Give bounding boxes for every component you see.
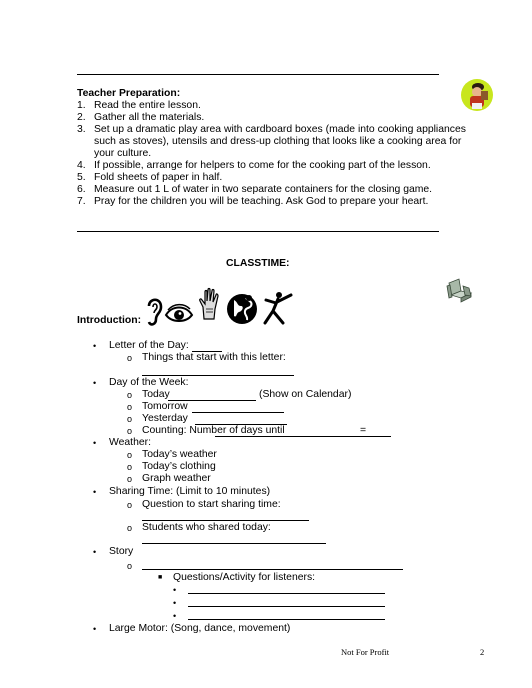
- letter-things-blank[interactable]: [142, 375, 294, 376]
- prep-item-text: Read the entire lesson.: [94, 100, 201, 111]
- listener-activity-blank[interactable]: [188, 606, 385, 607]
- circle-marker: o: [127, 561, 133, 571]
- letter-things-label: Things that start with this letter:: [142, 352, 286, 363]
- prep-item-number: 5.: [77, 172, 86, 183]
- circle-marker: o: [127, 353, 133, 363]
- prep-item-text: your culture.: [94, 148, 152, 159]
- prep-item-text: Fold sheets of paper in half.: [94, 172, 223, 183]
- prep-item-text: Gather all the materials.: [94, 112, 205, 123]
- story-blank[interactable]: [142, 569, 403, 570]
- prep-item-text: Pray for the children you will be teaching. Ask God to prepare your heart.: [94, 196, 429, 207]
- tomorrow-label: Tomorrow: [142, 401, 188, 412]
- prep-item-number: 2.: [77, 112, 86, 123]
- bullet-marker: •: [173, 611, 177, 621]
- stretching-person-icon: [259, 290, 295, 326]
- circle-marker: o: [127, 474, 133, 484]
- students-shared-blank[interactable]: [142, 543, 326, 544]
- weather-label: Weather:: [109, 437, 151, 448]
- large-motor-label: Large Motor: (Song, dance, movement): [109, 623, 291, 634]
- bullet-marker: •: [93, 547, 97, 557]
- circle-marker: o: [127, 462, 133, 472]
- bullet-marker: •: [93, 378, 97, 388]
- chef-icon: [460, 78, 494, 112]
- circle-marker: o: [127, 426, 133, 436]
- circle-marker: o: [127, 390, 133, 400]
- letter-of-day-label: Letter of the Day:: [109, 340, 189, 351]
- sharing-time-label: Sharing Time: (Limit to 10 minutes): [109, 486, 271, 497]
- prep-item-number: 3.: [77, 124, 86, 135]
- story-questions-label: Questions/Activity for listeners:: [173, 572, 316, 583]
- introduction-label: Introduction:: [77, 315, 142, 326]
- bullet-marker: •: [93, 438, 97, 448]
- page-number: 2: [480, 647, 485, 657]
- circle-marker: o: [127, 500, 133, 510]
- weather-item: Today’s weather: [142, 449, 217, 460]
- ear-icon: [145, 296, 163, 328]
- globe-icon: [225, 292, 259, 326]
- prep-item-text: If possible, arrange for helpers to come for the cooking part of the lesson.: [94, 160, 431, 171]
- counting-equals: =: [360, 425, 367, 436]
- bullet-marker: •: [93, 624, 97, 634]
- sharing-question-label: Question to start sharing time:: [142, 499, 281, 510]
- prep-item-number: 7.: [77, 196, 86, 207]
- classtime-heading: CLASSTIME:: [226, 258, 290, 269]
- today-label: Today: [142, 389, 170, 400]
- hand-icon: [198, 287, 222, 321]
- weather-item: Graph weather: [142, 473, 211, 484]
- weather-item: Today’s clothing: [142, 461, 216, 472]
- top-rule: [77, 74, 439, 75]
- listener-activity-blank[interactable]: [188, 593, 385, 594]
- circle-marker: o: [127, 402, 133, 412]
- listener-activity-blank[interactable]: [188, 619, 385, 620]
- bullet-marker: •: [93, 341, 97, 351]
- yesterday-label: Yesterday: [142, 413, 188, 424]
- prep-item-number: 4.: [77, 160, 86, 171]
- bullet-marker: •: [173, 585, 177, 595]
- day-of-week-label: Day of the Week:: [109, 377, 189, 388]
- bullet-marker: •: [93, 487, 97, 497]
- middle-rule: [77, 231, 439, 232]
- prep-item-text: Measure out 1 L of water in two separate containers for the closing game.: [94, 184, 433, 195]
- prep-heading: Teacher Preparation:: [77, 88, 181, 99]
- bullet-marker: •: [173, 598, 177, 608]
- circle-marker: o: [127, 450, 133, 460]
- story-label: Story: [109, 546, 134, 557]
- eye-icon: [164, 303, 194, 327]
- square-bullet-marker: ■: [158, 574, 163, 581]
- armchair-icon: [445, 277, 475, 303]
- students-shared-label: Students who shared today:: [142, 522, 271, 533]
- tomorrow-blank[interactable]: [192, 412, 284, 413]
- today-note: (Show on Calendar): [259, 389, 352, 400]
- prep-item-number: 6.: [77, 184, 86, 195]
- circle-marker: o: [127, 414, 133, 424]
- footer-note: Not For Profit: [341, 647, 390, 657]
- counting-label: Counting: Number of days until: [142, 425, 285, 436]
- prep-item-text: such as stoves), utensils and dress-up clothing that looks like a cooking area for: [94, 136, 462, 147]
- prep-item-number: 1.: [77, 100, 86, 111]
- prep-item-text: Set up a dramatic play area with cardboard boxes (made into cooking appliances: [94, 124, 466, 135]
- circle-marker: o: [127, 523, 133, 533]
- sharing-question-blank[interactable]: [142, 520, 309, 521]
